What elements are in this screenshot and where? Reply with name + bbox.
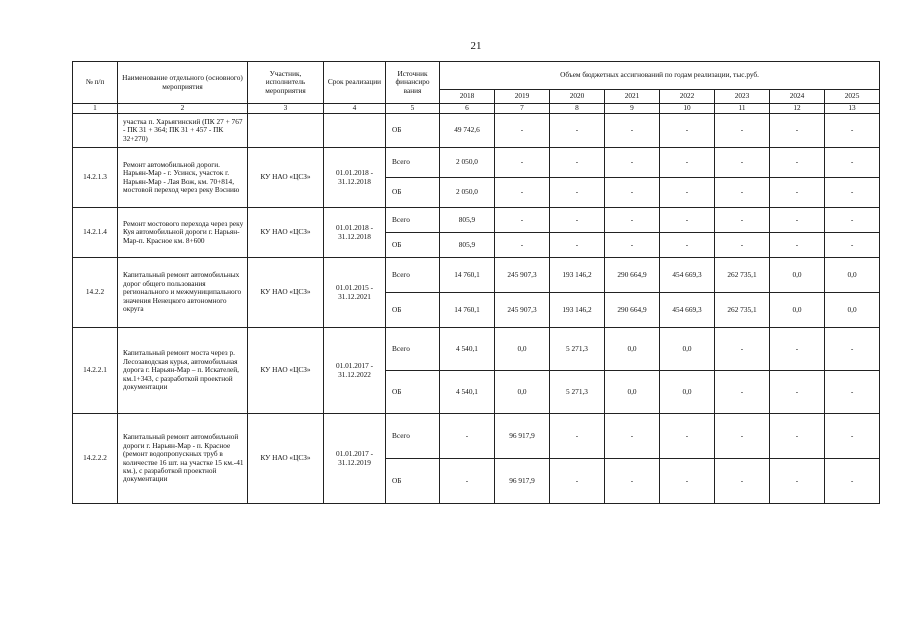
value-cell: 0,0 [825,293,880,328]
value-cell: 0,0 [605,328,660,371]
row-period-cell: 01.01.2015 - 31.12.2021 [324,258,386,328]
value-cell: - [770,371,825,414]
value-cell: - [550,148,605,178]
value-cell: 454 669,3 [660,293,715,328]
value-cell: - [715,148,770,178]
row-name-cell: Капитальный ремонт автомобильной дороги г. Нарьян-Мар - п. Красное (ремонт водопропускных труб в количестве 16 шт. на участке 15 км.-41 км.), с разработкой проектной документации [118,414,248,504]
value-cell: - [660,178,715,208]
row-period-cell: 01.01.2017 - 31.12.2022 [324,328,386,414]
column-number-cell: 10 [660,104,715,114]
value-cell: - [495,178,550,208]
value-cell: - [715,371,770,414]
row-number-cell: 14.2.2.1 [73,328,118,414]
row-source-cell: ОБ [386,459,440,504]
value-cell: 0,0 [770,293,825,328]
value-cell: 96 917,9 [495,459,550,504]
column-number-cell: 11 [715,104,770,114]
row-name-cell: Ремонт автомобильной дороги. Нарьян-Мар - г. Усинск, участок г. Нарьян-Мар - Лая Вож, км. 70+814, мостовой переход через реку Вэснию [118,148,248,208]
column-number-cell: 2 [118,104,248,114]
row-source-cell: ОБ [386,371,440,414]
value-cell: 245 907,3 [495,258,550,293]
table-row [73,328,880,371]
value-cell: 49 742,6 [440,114,495,148]
year-header-cell: 2021 [605,90,660,104]
header-num: № п/п [73,62,118,104]
value-cell: 96 917,9 [495,414,550,459]
value-cell: - [825,178,880,208]
row-number-cell [73,114,118,148]
row-source-cell: ОБ [386,114,440,148]
value-cell: 0,0 [770,258,825,293]
column-number-cell: 8 [550,104,605,114]
value-cell: - [715,208,770,233]
value-cell: - [660,208,715,233]
value-cell: - [715,414,770,459]
row-period-cell: 01.01.2017 - 31.12.2019 [324,414,386,504]
budget-table [72,61,880,504]
column-number-cell: 5 [386,104,440,114]
column-number-cell: 1 [73,104,118,114]
row-participant-cell: КУ НАО «ЦСЗ» [248,414,324,504]
value-cell: - [550,414,605,459]
value-cell: - [495,233,550,258]
row-period-cell: 01.01.2018 - 31.12.2018 [324,148,386,208]
value-cell: - [770,414,825,459]
row-source-cell: Всего [386,414,440,459]
column-number-cell: 12 [770,104,825,114]
value-cell: 193 146,2 [550,258,605,293]
row-source-cell: Всего [386,148,440,178]
column-number-cell: 9 [605,104,660,114]
row-number-cell: 14.2.2 [73,258,118,328]
header-participant: Участник, исполнитель мероприятия [248,62,324,104]
value-cell: - [715,178,770,208]
row-name-cell: участка п. Харьягинский (ПК 27 + 767 - ПК 31 + 364; ПК 31 + 457 - ПК 32+270) [118,114,248,148]
row-name-cell: Ремонт мостового перехода через реку Куя автомобильной дороги г. Нарьян-Мар-п. Красное км. 8+600 [118,208,248,258]
value-cell: - [550,233,605,258]
value-cell: 0,0 [660,328,715,371]
header-source: Источник финансиро вания [386,62,440,104]
value-cell: - [660,148,715,178]
value-cell: 262 735,1 [715,293,770,328]
year-header-cell: 2019 [495,90,550,104]
value-cell: - [660,233,715,258]
row-number-cell: 14.2.1.3 [73,148,118,208]
row-number-cell: 14.2.1.4 [73,208,118,258]
header-period: Срок реализации [324,62,386,104]
row-participant-cell: КУ НАО «ЦСЗ» [248,208,324,258]
header-row [73,62,880,90]
row-source-cell: Всего [386,328,440,371]
row-participant-cell: КУ НАО «ЦСЗ» [248,328,324,414]
column-number-row [73,104,880,114]
header-name: Наименование отдельного (основного) мероприятия [118,62,248,104]
page-number: 21 [470,40,482,52]
value-cell: - [825,371,880,414]
value-cell: 0,0 [495,328,550,371]
row-source-cell: ОБ [386,233,440,258]
value-cell: - [605,414,660,459]
value-cell: - [770,208,825,233]
row-participant-cell [248,114,324,148]
value-cell: - [495,208,550,233]
value-cell: - [605,114,660,148]
value-cell: 14 760,1 [440,258,495,293]
value-cell: 454 669,3 [660,258,715,293]
value-cell: - [440,414,495,459]
value-cell: - [495,148,550,178]
value-cell: - [825,148,880,178]
year-header-cell: 2023 [715,90,770,104]
value-cell: - [605,459,660,504]
value-cell: 262 735,1 [715,258,770,293]
value-cell: 0,0 [825,258,880,293]
value-cell: - [550,459,605,504]
value-cell: - [770,233,825,258]
value-cell: 0,0 [605,371,660,414]
year-header-cell: 2025 [825,90,880,104]
value-cell: - [440,459,495,504]
value-cell: 4 540,1 [440,371,495,414]
value-cell: - [770,114,825,148]
value-cell: - [825,328,880,371]
column-number-cell: 6 [440,104,495,114]
column-number-cell: 13 [825,104,880,114]
value-cell: - [605,208,660,233]
value-cell: - [770,178,825,208]
value-cell: 0,0 [495,371,550,414]
value-cell: 290 664,9 [605,293,660,328]
value-cell: - [550,114,605,148]
value-cell: - [715,328,770,371]
year-header-cell: 2018 [440,90,495,104]
row-period-cell [324,114,386,148]
row-source-cell: ОБ [386,178,440,208]
row-source-cell: ОБ [386,293,440,328]
table-row [73,208,880,233]
table-row [73,114,880,148]
value-cell: - [715,114,770,148]
value-cell: 805,9 [440,233,495,258]
value-cell: - [495,114,550,148]
row-period-cell: 01.01.2018 - 31.12.2018 [324,208,386,258]
value-cell: - [605,233,660,258]
value-cell: - [825,459,880,504]
value-cell: - [550,208,605,233]
value-cell: 290 664,9 [605,258,660,293]
column-number-cell: 3 [248,104,324,114]
value-cell: 805,9 [440,208,495,233]
value-cell: - [550,178,605,208]
row-participant-cell: КУ НАО «ЦСЗ» [248,148,324,208]
value-cell: - [605,148,660,178]
table-body [73,114,880,504]
value-cell: 2 050,0 [440,148,495,178]
year-header-cell: 2024 [770,90,825,104]
value-cell: - [825,114,880,148]
value-cell: 193 146,2 [550,293,605,328]
table-row [73,414,880,459]
value-cell: - [715,459,770,504]
value-cell: 245 907,3 [495,293,550,328]
table-row [73,148,880,178]
value-cell: 5 271,3 [550,371,605,414]
value-cell: 0,0 [660,371,715,414]
value-cell: - [825,233,880,258]
row-participant-cell: КУ НАО «ЦСЗ» [248,258,324,328]
value-cell: - [825,208,880,233]
value-cell: - [770,148,825,178]
value-cell: - [715,233,770,258]
year-header-cell: 2022 [660,90,715,104]
row-source-cell: Всего [386,258,440,293]
row-source-cell: Всего [386,208,440,233]
header-volume: Объем бюджетных ассигнований по годам реализации, тыс.руб. [440,62,880,90]
value-cell: - [660,459,715,504]
value-cell: - [605,178,660,208]
row-name-cell: Капитальный ремонт моста через р. Лесозаводская курья, автомобильная дорога г. Нарьян-Мар – п. Искателей, км.1+343, с разработкой проектной документации [118,328,248,414]
value-cell: 2 050,0 [440,178,495,208]
value-cell: 14 760,1 [440,293,495,328]
year-header-cell: 2020 [550,90,605,104]
value-cell: - [770,328,825,371]
value-cell: 5 271,3 [550,328,605,371]
value-cell: - [825,414,880,459]
table-row [73,258,880,293]
column-number-cell: 7 [495,104,550,114]
row-number-cell: 14.2.2.2 [73,414,118,504]
value-cell: 4 540,1 [440,328,495,371]
value-cell: - [660,114,715,148]
row-name-cell: Капитальный ремонт автомобильных дорог общего пользования регионального и межмуниципального значения Ненецкого автономного округа [118,258,248,328]
column-number-cell: 4 [324,104,386,114]
value-cell: - [770,459,825,504]
value-cell: - [660,414,715,459]
